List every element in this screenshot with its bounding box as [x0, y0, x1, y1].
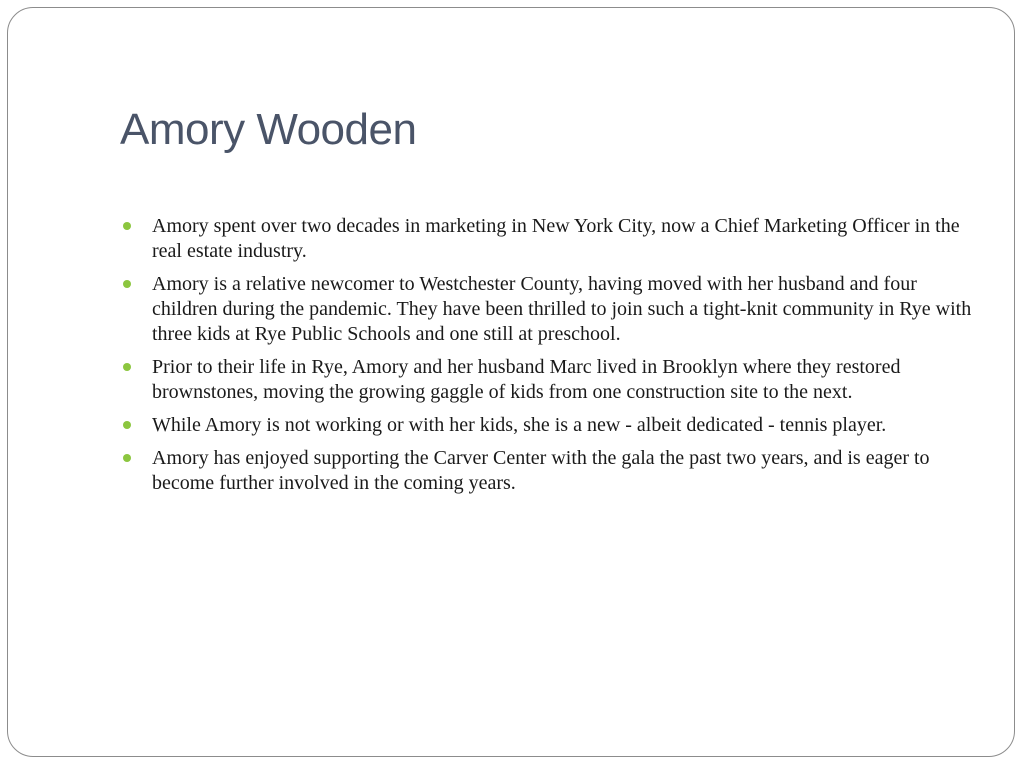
bullet-list [120, 214, 980, 504]
bullet-dot-icon [123, 222, 131, 230]
bullet-text: Prior to their life in Rye, Amory and her husband Marc lived in Brooklyn where they restored brownstones, moving the growing gaggle of kids from one construction site to the next. [152, 356, 901, 403]
bullet-dot-icon [123, 454, 131, 462]
bullet-dot-icon [123, 280, 131, 288]
bullet-dot-icon [123, 363, 131, 371]
bullet-text: Amory spent over two decades in marketing in New York City, now a Chief Marketing Officer in the real estate industry. [152, 215, 960, 262]
slide-frame [7, 7, 1015, 757]
bullet-text: While Amory is not working or with her kids, she is a new - albeit dedicated - tennis player. [152, 414, 887, 436]
bullet-item [120, 413, 980, 438]
slide-title: Amory Wooden [120, 105, 417, 154]
bullet-item [120, 272, 980, 347]
bullet-item [120, 214, 980, 264]
bullet-text: Amory has enjoyed supporting the Carver Center with the gala the past two years, and is eager to become further involved in the coming years. [152, 447, 930, 494]
bullet-item [120, 446, 980, 496]
bullet-text: Amory is a relative newcomer to Westchester County, having moved with her husband and four children during the pandemic. They have been thrilled to join such a tight-knit community in Rye with three kids at Rye Public Schools and one still at preschool. [152, 273, 972, 345]
bullet-item [120, 355, 980, 405]
bullet-dot-icon [123, 421, 131, 429]
